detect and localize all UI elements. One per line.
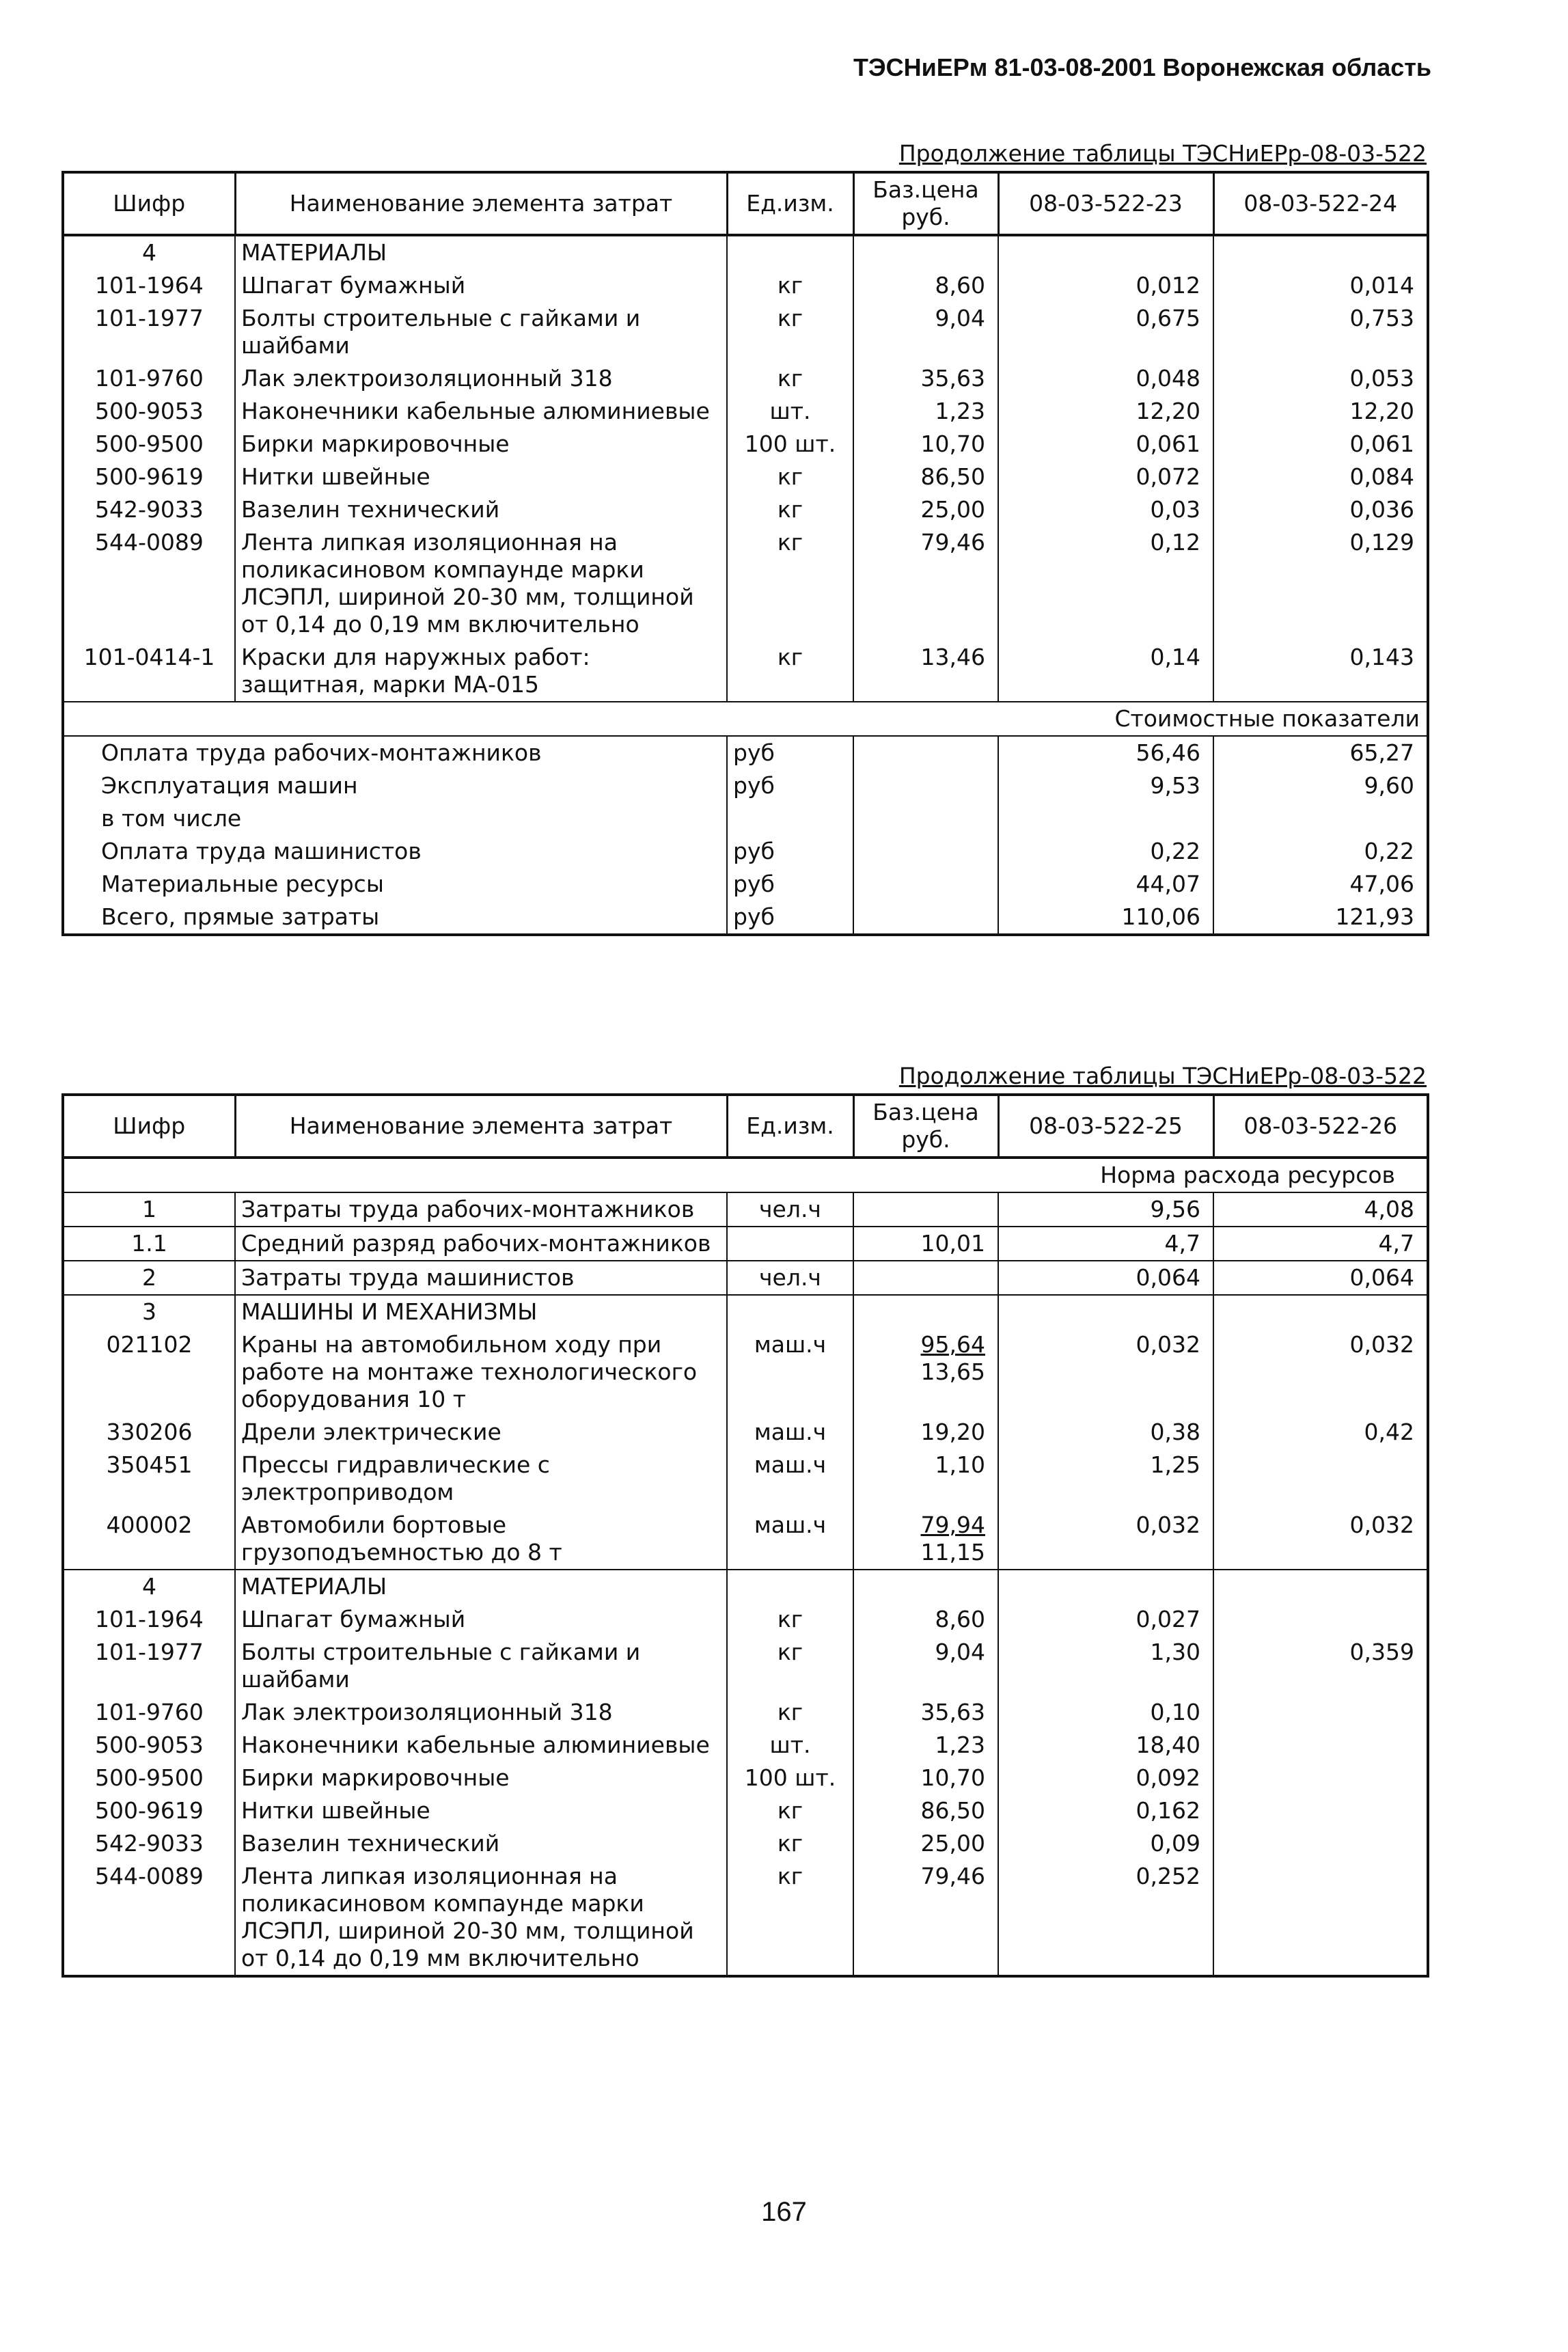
- cell-unit: кг: [727, 302, 853, 362]
- cell-price: 10,70: [853, 428, 998, 461]
- cell-code: 500-9053: [95, 398, 204, 424]
- cell-name: Наконечники кабельные алюминиевые: [235, 395, 727, 428]
- price-wage: 13,65: [920, 1358, 985, 1385]
- cell-code: 101-1964: [95, 272, 204, 299]
- table-row: [63, 493, 1428, 526]
- cell-value-1: 12,20: [998, 395, 1213, 428]
- cell-unit: чел.ч: [727, 1261, 853, 1295]
- machine-rows: [63, 1328, 1428, 1570]
- table1-header-row: [63, 172, 1428, 235]
- table2-caption: Продолжение таблицы ТЭСНиЕРр-08-03-522: [898, 1063, 1427, 1089]
- table-row: [63, 1696, 1428, 1729]
- cell-code: 400002: [106, 1512, 193, 1538]
- price-wage: 11,15: [920, 1539, 985, 1565]
- cell-code: 500-9500: [95, 1764, 204, 1791]
- col-header-unit: Ед.изм.: [727, 1095, 853, 1158]
- norm-header: Норма расхода ресурсов: [63, 1158, 1428, 1192]
- col-header-26: 08-03-522-26: [1213, 1095, 1428, 1158]
- summary-label: Эксплуатация машин: [101, 772, 358, 799]
- page-number: 167: [761, 2197, 807, 2227]
- summary-value-2: 47,06: [1213, 868, 1428, 901]
- cell-name: Вазелин технический: [235, 1827, 727, 1860]
- table-row: [63, 1762, 1428, 1794]
- cell-value-2: 0,064: [1213, 1261, 1428, 1295]
- cell-value-2: 4,7: [1213, 1227, 1428, 1261]
- summary-value-2: 65,27: [1213, 736, 1428, 769]
- cell-code: 544-0089: [95, 529, 204, 556]
- col-header-code: Шифр: [63, 172, 235, 235]
- cell-value-2: 0,143: [1213, 641, 1428, 702]
- cell-name: Прессы гидравлические с электроприводом: [235, 1449, 727, 1509]
- cell-price: [853, 1261, 998, 1295]
- cell-value-2: 12,20: [1213, 395, 1428, 428]
- col-header-price: Баз.цена руб.: [853, 1095, 998, 1158]
- cell-price: 10,70: [853, 1762, 998, 1794]
- cell-unit: кг: [727, 1827, 853, 1860]
- col-header-unit: Ед.изм.: [727, 172, 853, 235]
- cell-unit: маш.ч: [727, 1328, 853, 1416]
- col-header-23: 08-03-522-23: [998, 172, 1213, 235]
- table-row: [63, 362, 1428, 395]
- cell-value-1: 0,675: [998, 302, 1213, 362]
- cell-value-1: 0,38: [998, 1416, 1213, 1449]
- cell-name: Дрели электрические: [235, 1416, 727, 1449]
- table-row: [63, 428, 1428, 461]
- cell-price: 8,60: [853, 1603, 998, 1636]
- cell-value-1: 4,7: [998, 1227, 1213, 1261]
- col-header-name: Наименование элемента затрат: [235, 1095, 727, 1158]
- summary-row: [63, 736, 1428, 769]
- summary-value-2: [1213, 802, 1428, 835]
- section-title: МАТЕРИАЛЫ: [235, 235, 727, 269]
- cell-name: Лак электроизоляционный 318: [235, 362, 727, 395]
- summary-unit: [727, 802, 853, 835]
- cell-value-1: 18,40: [998, 1729, 1213, 1762]
- cell-price: [853, 1416, 998, 1449]
- cell-value-2: 0,061: [1213, 428, 1428, 461]
- section-code: 4: [63, 1570, 235, 1603]
- summary-row: [63, 868, 1428, 901]
- cell-value-1: 0,048: [998, 362, 1213, 395]
- cell-price: 13,46: [853, 641, 998, 702]
- cell-price: [853, 1328, 998, 1416]
- summary-value-2: 121,93: [1213, 901, 1428, 935]
- cell-value-1: 0,064: [998, 1261, 1213, 1295]
- table-row: [63, 1827, 1428, 1860]
- summary-value-1: 110,06: [998, 901, 1213, 935]
- summary-row: [63, 802, 1428, 835]
- price-base: 19,20: [920, 1419, 985, 1445]
- cell-unit: кг: [727, 1794, 853, 1827]
- summary-unit: руб: [727, 736, 853, 769]
- table-row: [63, 269, 1428, 302]
- summary-label: Оплата труда машинистов: [101, 838, 422, 864]
- cell-unit: маш.ч: [727, 1509, 853, 1570]
- cell-value-1: 0,12: [998, 526, 1213, 641]
- cell-value-2: 0,753: [1213, 302, 1428, 362]
- cell-unit: маш.ч: [727, 1416, 853, 1449]
- cell-value-2: 0,053: [1213, 362, 1428, 395]
- cell-value-2: 0,359: [1213, 1636, 1428, 1696]
- cell-name: Бирки маркировочные: [235, 428, 727, 461]
- cell-code: 500-9053: [95, 1732, 204, 1758]
- cell-value-2: 0,032: [1213, 1328, 1428, 1416]
- cell-price: 25,00: [853, 1827, 998, 1860]
- section-title: МАШИНЫ И МЕХАНИЗМЫ: [235, 1295, 727, 1328]
- cell-price: 86,50: [853, 461, 998, 493]
- cell-price: 10,01: [853, 1227, 998, 1261]
- cell-code: 101-0414-1: [83, 644, 215, 670]
- cell-price: 9,04: [853, 1636, 998, 1696]
- col-header-code: Шифр: [63, 1095, 235, 1158]
- summary-unit: руб: [727, 835, 853, 868]
- cell-unit: маш.ч: [727, 1449, 853, 1509]
- table-row: [63, 1449, 1428, 1509]
- summary-value-1: 56,46: [998, 736, 1213, 769]
- summary-row: [63, 769, 1428, 802]
- cell-value-2: 0,032: [1213, 1509, 1428, 1570]
- material-rows: [63, 1603, 1428, 1976]
- cell-value-2: [1213, 1603, 1428, 1636]
- cell-price: 35,63: [853, 1696, 998, 1729]
- cell-value-2: 0,129: [1213, 526, 1428, 641]
- cell-name: Шпагат бумажный: [235, 1603, 727, 1636]
- cell-value-2: [1213, 1794, 1428, 1827]
- table1-body: [63, 269, 1428, 702]
- cell-code: 330206: [106, 1419, 193, 1445]
- cell-name: Средний разряд рабочих-монтажников: [235, 1227, 727, 1261]
- cell-value-1: 0,032: [998, 1328, 1213, 1416]
- cell-value-2: 4,08: [1213, 1192, 1428, 1227]
- cell-unit: кг: [727, 1696, 853, 1729]
- summary-row: [63, 901, 1428, 935]
- cell-name: Бирки маркировочные: [235, 1762, 727, 1794]
- cell-name: Вазелин технический: [235, 493, 727, 526]
- price-base: 95,64: [920, 1331, 985, 1358]
- table-row: [63, 1729, 1428, 1762]
- table1-summary: [63, 736, 1428, 935]
- cell-price: 8,60: [853, 269, 998, 302]
- table-row: [63, 1192, 1428, 1227]
- cell-code: 500-9619: [95, 1797, 204, 1824]
- cell-value-1: 0,03: [998, 493, 1213, 526]
- document-title: ТЭСНиЕРм 81-03-08-2001 Воронежская область: [853, 53, 1431, 81]
- cell-unit: кг: [727, 1636, 853, 1696]
- summary-value-1: 44,07: [998, 868, 1213, 901]
- table-row: [63, 302, 1428, 362]
- cell-value-1: 0,072: [998, 461, 1213, 493]
- cell-code: 542-9033: [95, 1830, 204, 1857]
- cell-price: 86,50: [853, 1794, 998, 1827]
- cell-unit: кг: [727, 1603, 853, 1636]
- cell-value-1: 0,09: [998, 1827, 1213, 1860]
- table2-header-row: [63, 1095, 1428, 1158]
- norm-header-row: [63, 1158, 1428, 1192]
- cell-price: [853, 1192, 998, 1227]
- summary-row: [63, 835, 1428, 868]
- cell-value-2: [1213, 1696, 1428, 1729]
- labor-rows: [63, 1192, 1428, 1295]
- table-row: [63, 1227, 1428, 1261]
- cell-unit: кг: [727, 269, 853, 302]
- price-base: 1,10: [935, 1451, 985, 1478]
- cell-price: 35,63: [853, 362, 998, 395]
- cell-value-1: 0,162: [998, 1794, 1213, 1827]
- summary-unit: руб: [727, 769, 853, 802]
- cell-value-2: [1213, 1449, 1428, 1509]
- cell-value-2: 0,084: [1213, 461, 1428, 493]
- cell-value-1: 0,10: [998, 1696, 1213, 1729]
- cell-name: Автомобили бортовые грузоподъемностью до 8 т: [235, 1509, 727, 1570]
- cell-code: 101-1964: [95, 1606, 204, 1632]
- cell-name: Лента липкая изоляционная на поликасиновом компаунде марки ЛСЭПЛ, шириной 20-30 мм, толщиной от 0,14 до 0,19 мм включительно: [235, 526, 727, 641]
- cell-code: 2: [63, 1261, 235, 1295]
- cell-value-1: 1,25: [998, 1449, 1213, 1509]
- cell-value-2: 0,014: [1213, 269, 1428, 302]
- cell-unit: кг: [727, 526, 853, 641]
- table-row: [63, 1636, 1428, 1696]
- table-row: [63, 1416, 1428, 1449]
- cell-value-2: [1213, 1729, 1428, 1762]
- cell-name: Болты строительные с гайками и шайбами: [235, 1636, 727, 1696]
- cell-unit: кг: [727, 493, 853, 526]
- cell-price: 79,46: [853, 1860, 998, 1976]
- table1: [61, 171, 1429, 936]
- cell-code: 500-9619: [95, 463, 204, 490]
- summary-value-1: [998, 802, 1213, 835]
- cell-unit: шт.: [727, 395, 853, 428]
- cell-value-1: 0,092: [998, 1762, 1213, 1794]
- summary-unit: руб: [727, 868, 853, 901]
- cell-code: 101-9760: [95, 1699, 204, 1725]
- cell-price: [853, 1449, 998, 1509]
- cell-name: Шпагат бумажный: [235, 269, 727, 302]
- cost-header-row: [63, 702, 1428, 736]
- cell-value-1: 0,061: [998, 428, 1213, 461]
- cell-code: 1: [63, 1192, 235, 1227]
- cell-code: 101-1977: [95, 1639, 204, 1665]
- table-row: [63, 526, 1428, 641]
- col-header-price: Баз.цена руб.: [853, 172, 998, 235]
- cell-code: 542-9033: [95, 496, 204, 523]
- table-row: [63, 1261, 1428, 1295]
- cell-price: [853, 1509, 998, 1570]
- summary-value-1: 9,53: [998, 769, 1213, 802]
- table-row: [63, 1509, 1428, 1570]
- cell-unit: шт.: [727, 1729, 853, 1762]
- cell-unit: кг: [727, 641, 853, 702]
- cell-value-2: [1213, 1860, 1428, 1976]
- cell-name: Наконечники кабельные алюминиевые: [235, 1729, 727, 1762]
- summary-label: Всего, прямые затраты: [101, 903, 380, 930]
- section-row: [63, 235, 1428, 269]
- cell-value-1: 9,56: [998, 1192, 1213, 1227]
- cell-code: 101-1977: [95, 305, 204, 331]
- cell-value-1: 0,252: [998, 1860, 1213, 1976]
- cell-value-1: 0,027: [998, 1603, 1213, 1636]
- section-code: 4: [142, 239, 156, 266]
- cell-unit: чел.ч: [727, 1192, 853, 1227]
- summary-label: Материальные ресурсы: [101, 871, 384, 897]
- summary-value-1: 0,22: [998, 835, 1213, 868]
- cost-header: Стоимостные показатели: [63, 702, 1428, 736]
- cell-name: Лента липкая изоляционная на поликасиновом компаунде марки ЛСЭПЛ, шириной 20-30 мм, толщиной от 0,14 до 0,19 мм включительно: [235, 1860, 727, 1976]
- col-header-name: Наименование элемента затрат: [235, 172, 727, 235]
- table-row: [63, 461, 1428, 493]
- cell-unit: кг: [727, 362, 853, 395]
- cell-name: Нитки швейные: [235, 1794, 727, 1827]
- cell-name: Краны на автомобильном ходу при работе на монтаже технологического оборудования 10 т: [235, 1328, 727, 1416]
- cell-code: 350451: [106, 1451, 193, 1478]
- cell-unit: кг: [727, 1860, 853, 1976]
- section-code: 3: [63, 1295, 235, 1328]
- table-row: [63, 1328, 1428, 1416]
- cell-value-2: [1213, 1762, 1428, 1794]
- cell-code: 101-9760: [95, 365, 204, 392]
- materials-section-row: [63, 1570, 1428, 1603]
- col-header-24: 08-03-522-24: [1213, 172, 1428, 235]
- cell-unit: 100 шт.: [727, 1762, 853, 1794]
- cell-name: Затраты труда рабочих-монтажников: [235, 1192, 727, 1227]
- cell-value-1: 0,14: [998, 641, 1213, 702]
- cell-price: 79,46: [853, 526, 998, 641]
- cell-value-2: [1213, 1827, 1428, 1860]
- cell-price: 9,04: [853, 302, 998, 362]
- summary-unit: руб: [727, 901, 853, 935]
- cell-value-1: 0,012: [998, 269, 1213, 302]
- section-title: МАТЕРИАЛЫ: [235, 1570, 727, 1603]
- cell-price: 25,00: [853, 493, 998, 526]
- table1-caption: Продолжение таблицы ТЭСНиЕРр-08-03-522: [898, 140, 1427, 167]
- cell-price: 1,23: [853, 395, 998, 428]
- table-row: [63, 1603, 1428, 1636]
- cell-value-1: 0,032: [998, 1509, 1213, 1570]
- machines-section-row: [63, 1295, 1428, 1328]
- table-row: [63, 1794, 1428, 1827]
- cell-name: Затраты труда машинистов: [235, 1261, 727, 1295]
- table-row: [63, 395, 1428, 428]
- col-header-25: 08-03-522-25: [998, 1095, 1213, 1158]
- summary-value-2: 9,60: [1213, 769, 1428, 802]
- cell-name: Болты строительные с гайками и шайбами: [235, 302, 727, 362]
- cell-name: Лак электроизоляционный 318: [235, 1696, 727, 1729]
- cell-price: 1,23: [853, 1729, 998, 1762]
- cell-unit: [727, 1227, 853, 1261]
- cell-unit: 100 шт.: [727, 428, 853, 461]
- summary-label: Оплата труда рабочих-монтажников: [101, 739, 542, 766]
- cell-value-1: 1,30: [998, 1636, 1213, 1696]
- price-base: 79,94: [920, 1512, 985, 1538]
- cell-code: 021102: [106, 1331, 193, 1358]
- cell-value-2: 0,036: [1213, 493, 1428, 526]
- cell-value-2: 0,42: [1213, 1416, 1428, 1449]
- table-row: [63, 641, 1428, 702]
- cell-code: 1.1: [63, 1227, 235, 1261]
- cell-name: Краски для наружных работ: защитная, марки МА-015: [235, 641, 727, 702]
- summary-value-2: 0,22: [1213, 835, 1428, 868]
- table2: [61, 1093, 1429, 1978]
- cell-code: 544-0089: [95, 1863, 204, 1889]
- cell-code: 500-9500: [95, 430, 204, 457]
- cell-unit: кг: [727, 461, 853, 493]
- summary-label: в том числе: [101, 805, 242, 832]
- table-row: [63, 1860, 1428, 1976]
- cell-name: Нитки швейные: [235, 461, 727, 493]
